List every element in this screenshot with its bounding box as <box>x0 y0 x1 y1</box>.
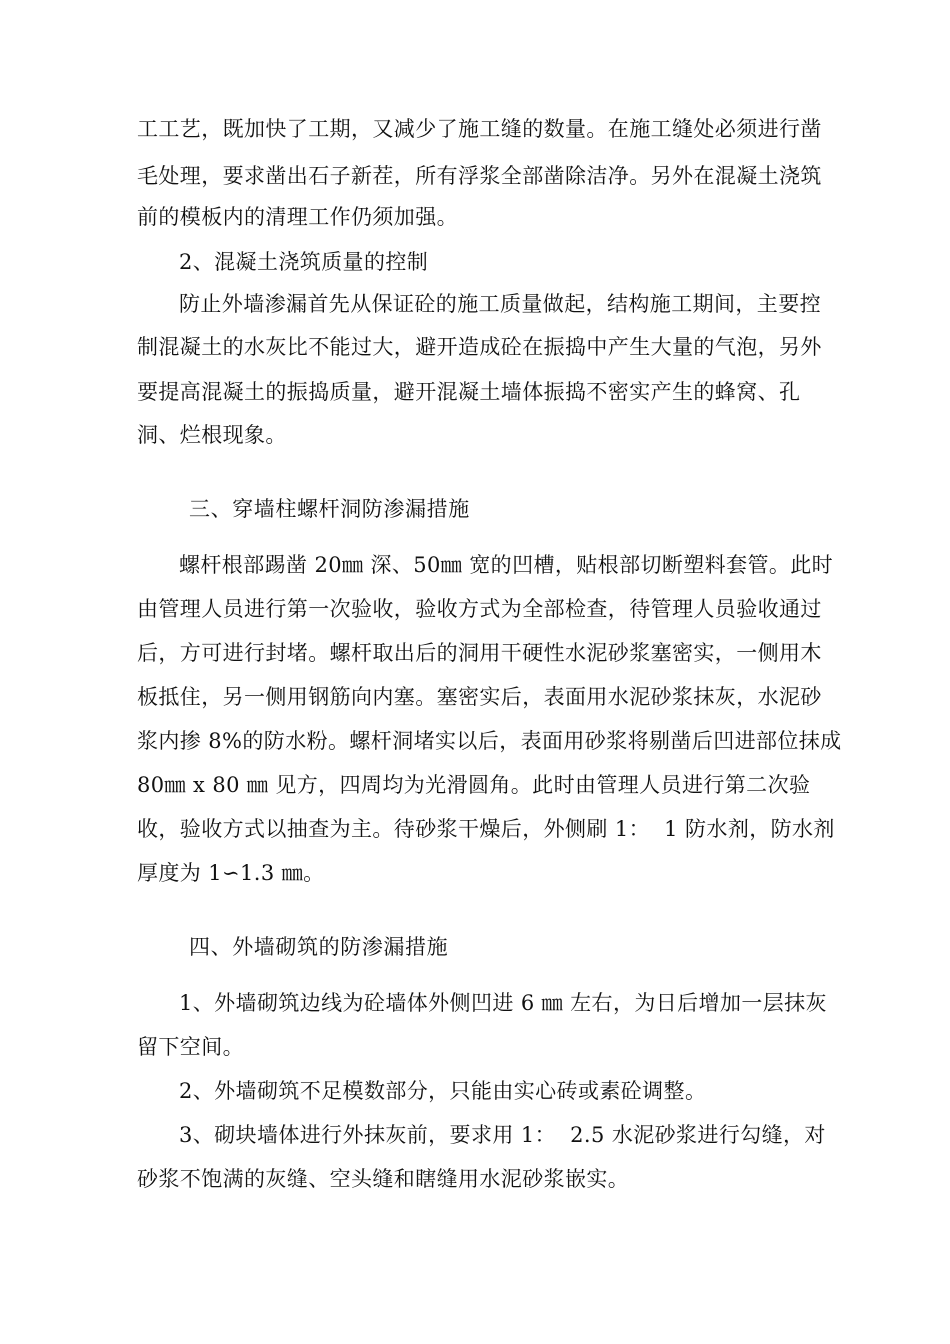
list-item-line: 1、外墙砌筑边线为砼墙体外侧凹进 6 ㎜ 左右，为日后增加一层抹灰 <box>179 991 827 1015</box>
paragraph-line: 80㎜ x 80 ㎜ 见方，四周均为光滑圆角。此时由管理人员进行第二次验 <box>137 773 811 797</box>
paragraph-line: 制混凝土的水灰比不能过大，避开造成砼在振捣中产生大量的气泡，另外 <box>137 335 822 359</box>
paragraph-line: 工工艺，既加快了工期，又减少了施工缝的数量。在施工缝处必须进行凿 <box>137 117 822 141</box>
subheading: 2、混凝土浇筑质量的控制 <box>179 250 429 274</box>
list-item-line: 留下空间。 <box>137 1035 244 1059</box>
paragraph-line: 要提高混凝土的振捣质量，避开混凝土墙体振捣不密实产生的蜂窝、孔 <box>137 380 801 404</box>
paragraph-line: 后，方可进行封堵。螺杆取出后的洞用干硬性水泥砂浆塞密实，一侧用木 <box>137 641 822 665</box>
section-heading: 四、外墙砌筑的防渗漏措施 <box>189 935 449 959</box>
list-item-line: 3、砌块墙体进行外抹灰前，要求用 1： 2.5 水泥砂浆进行勾缝，对 <box>179 1123 826 1147</box>
paragraph-line: 厚度为 1∽1.3 ㎜。 <box>137 861 325 885</box>
paragraph-line: 浆内掺 8%的防水粉。螺杆洞堵实以后，表面用砂浆将剔凿后凹进部位抹成 <box>137 729 842 753</box>
paragraph-line: 防止外墙渗漏首先从保证砼的施工质量做起，结构施工期间，主要控 <box>179 292 821 316</box>
paragraph-line: 毛处理，要求凿出石子新茬，所有浮浆全部凿除洁净。另外在混凝土浇筑 <box>137 164 822 188</box>
paragraph-line: 螺杆根部踢凿 20㎜ 深、50㎜ 宽的凹槽，贴根部切断塑料套管。此时 <box>179 553 834 577</box>
paragraph-line: 前的模板内的清理工作仍须加强。 <box>137 205 458 229</box>
paragraph-line: 收，验收方式以抽查为主。待砂浆干燥后，外侧刷 1： 1 防水剂，防水剂 <box>137 817 835 841</box>
section-heading: 三、穿墙柱螺杆洞防渗漏措施 <box>189 497 470 521</box>
paragraph-line: 板抵住，另一侧用钢筋向内塞。塞密实后，表面用水泥砂浆抹灰，水泥砂 <box>137 685 822 709</box>
paragraph-line: 由管理人员进行第一次验收，验收方式为全部检查，待管理人员验收通过 <box>137 597 822 621</box>
paragraph-line: 洞、烂根现象。 <box>137 423 287 447</box>
list-item-line: 砂浆不饱满的灰缝、空头缝和瞎缝用水泥砂浆嵌实。 <box>137 1167 630 1191</box>
list-item-line: 2、外墙砌筑不足模数部分，只能由实心砖或素砼调整。 <box>179 1079 707 1103</box>
